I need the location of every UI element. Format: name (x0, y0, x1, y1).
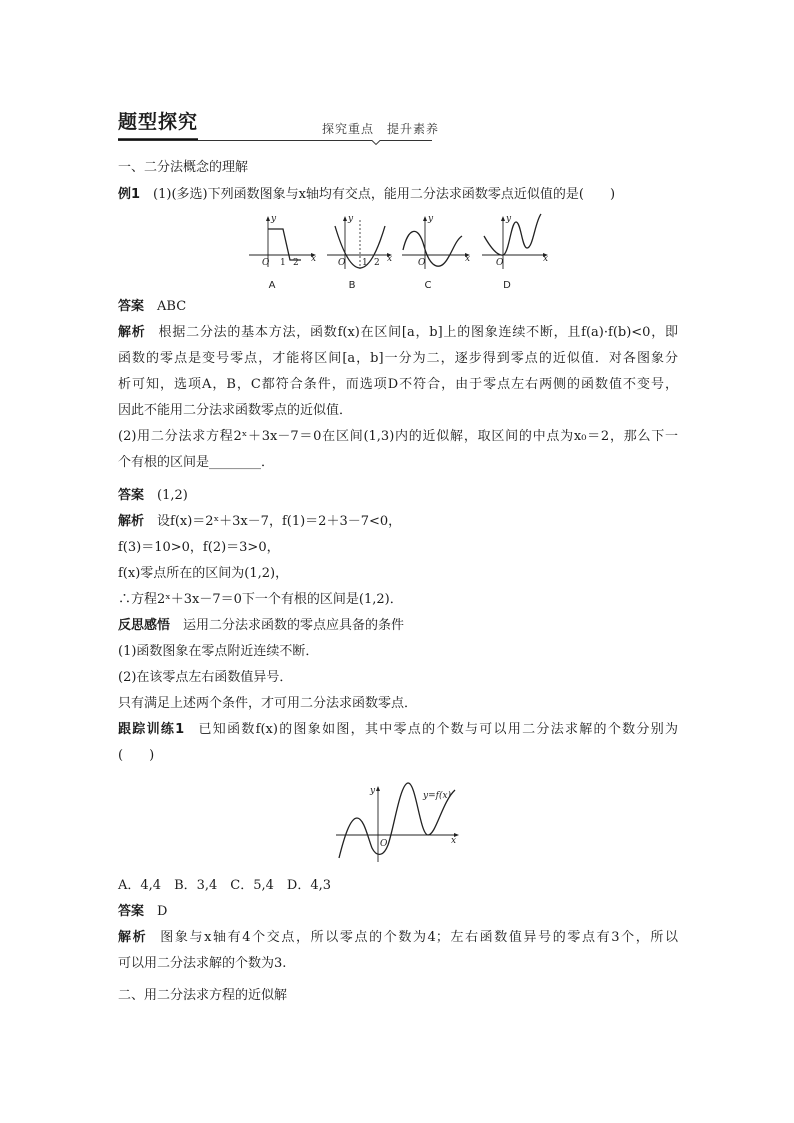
practice-label: 跟踪训练1 (118, 722, 185, 737)
part2-analysis-line: f(x)零点所在的区间为(1,2)， (118, 566, 289, 581)
practice-graph-origin-label: O (380, 839, 388, 849)
graph-b-tick-1: 1 (362, 258, 368, 268)
graph-a-tick-2: 2 (293, 258, 299, 268)
part2-analysis-label: 解析 (118, 514, 145, 529)
graph-a-y-label: y (271, 214, 277, 224)
graph-a-tick-1: 1 (280, 258, 286, 268)
graph-c-y-arrow (423, 216, 427, 221)
example1-answer-label: 答案 (118, 299, 145, 314)
example1-answer: ABC (157, 299, 187, 314)
graph-c-y-label: y (428, 214, 434, 224)
header-rule-line (118, 141, 432, 145)
part2-answer: (1,2) (157, 488, 188, 503)
graph-b-origin-label: O (338, 258, 346, 268)
graph-a-origin-label: O (262, 258, 270, 268)
graph-b (327, 214, 392, 291)
reflection-title: 运用二分法求函数的零点应具备的条件 (183, 618, 405, 633)
example1-analysis-text: 根据二分法的基本方法，函数f(x)在区间[a，b]上的图象连续不断，且f(a)·f(b)<0，即 (158, 325, 678, 340)
graph-d (482, 214, 548, 291)
part2-analysis-text: 设f(x)＝2ˣ＋3x－7，f(1)＝2＋3－7<0， (157, 514, 402, 529)
graph-c-origin-label: O (418, 258, 426, 268)
section-header-title: 题型探究 (118, 111, 199, 133)
graph-d-origin-label: O (496, 258, 504, 268)
graph-d-y-arrow (501, 216, 505, 221)
example1-label: 例1 (118, 187, 141, 202)
graph-d-x-label: x (543, 254, 549, 264)
section1-title: 一、二分法概念的理解 (118, 160, 249, 175)
part2-question-line: 个有根的区间是________． (118, 455, 275, 470)
practice-analysis-line: 可以用二分法求解的个数为3. (118, 956, 287, 971)
practice-graph-x-label: x (451, 836, 457, 846)
graph-b-tick-2: 2 (374, 258, 380, 268)
reflection-item: (2)在该零点左右函数值异号． (118, 670, 293, 685)
example1-analysis-line: 析可知，选项A，B，C都符合条件，而选项D不符合，由于零点左右两侧的函数值不变号， (118, 377, 678, 392)
example1-analysis-line: 因此不能用二分法求函数零点的近似值． (118, 403, 353, 418)
practice-answer-label: 答案 (118, 904, 145, 919)
practice-answer: D (157, 904, 168, 919)
graph-d-caption: D (503, 280, 511, 291)
practice-answer-line (118, 902, 678, 922)
example1-question: (1)(多选)下列函数图象与x轴均有交点，能用二分法求函数零点近似值的是( ) (153, 187, 616, 202)
example1-question-line (118, 185, 678, 205)
example1-graphs (240, 208, 560, 293)
reflection-item: 只有满足上述两个条件，才可用二分法求函数零点． (118, 696, 418, 711)
graph-a (249, 214, 316, 291)
part2-answer-line (118, 486, 678, 506)
practice-question-line (118, 720, 678, 740)
header-rule (110, 135, 440, 147)
reflection-label: 反思感悟 (118, 618, 171, 633)
part2-question-line: (2)用二分法求方程2ˣ＋3x－7＝0在区间(1,3)内的近似解，取区间的中点为x₀＝2，那么下一 (118, 429, 678, 444)
practice-options: A．4,4 B．3,4 C．5,4 D．4,3 (118, 878, 332, 893)
graph-b-y-arrow (343, 216, 347, 221)
example1-analysis-line (118, 323, 678, 343)
example1-answer-line (118, 297, 678, 317)
reflection-title-line (118, 616, 678, 636)
practice-analysis-text: 图象与x轴有4个交点，所以零点的个数为4；左右函数值异号的零点有3个，所以 (160, 930, 678, 945)
practice-graph-curve-label: y=f(x) (423, 791, 452, 801)
practice-graph-y-arrow (376, 786, 380, 791)
graph-b-x-label: x (387, 254, 393, 264)
part2-analysis-line (118, 512, 678, 532)
practice-graph-y-label: y (370, 786, 376, 796)
example1-analysis-line: 函数的零点是变号零点，才能将区间[a，b]一分为二，逐步得到零点的近似值．对各图象分 (118, 351, 678, 366)
graph-c (402, 214, 470, 291)
graph-d-y-label: y (506, 214, 512, 224)
section2-title: 二、用二分法求方程的近似解 (118, 988, 288, 1003)
graph-c-curve (403, 231, 462, 266)
practice-graph (330, 775, 465, 867)
part2-answer-label: 答案 (118, 488, 145, 503)
graph-b-caption: B (348, 280, 356, 291)
graph-c-x-label: x (465, 254, 471, 264)
graph-d-curve (484, 214, 541, 255)
graph-a-caption: A (268, 280, 276, 291)
section-header-subtitle: 探究重点 提升素养 (322, 122, 440, 136)
part2-analysis-line: ∴方程2ˣ＋3x－7＝0下一个有根的区间是(1,2)． (118, 592, 403, 607)
reflection-item: (1)函数图象在零点附近连续不断． (118, 644, 319, 659)
practice-analysis-label: 解析 (118, 930, 148, 945)
graph-a-y-arrow (266, 216, 270, 221)
graph-c-caption: C (424, 280, 432, 291)
practice-question-line: ( ) (118, 748, 155, 763)
example1-analysis-label: 解析 (118, 325, 146, 340)
practice-analysis-line (118, 928, 678, 948)
graph-b-y-label: y (348, 214, 354, 224)
graph-a-x-label: x (311, 254, 317, 264)
part2-analysis-line: f(3)＝10>0，f(2)＝3>0， (118, 540, 280, 555)
practice-question-text: 已知函数f(x)的图象如图，其中零点的个数与可以用二分法求解的个数分别为 (197, 722, 678, 737)
